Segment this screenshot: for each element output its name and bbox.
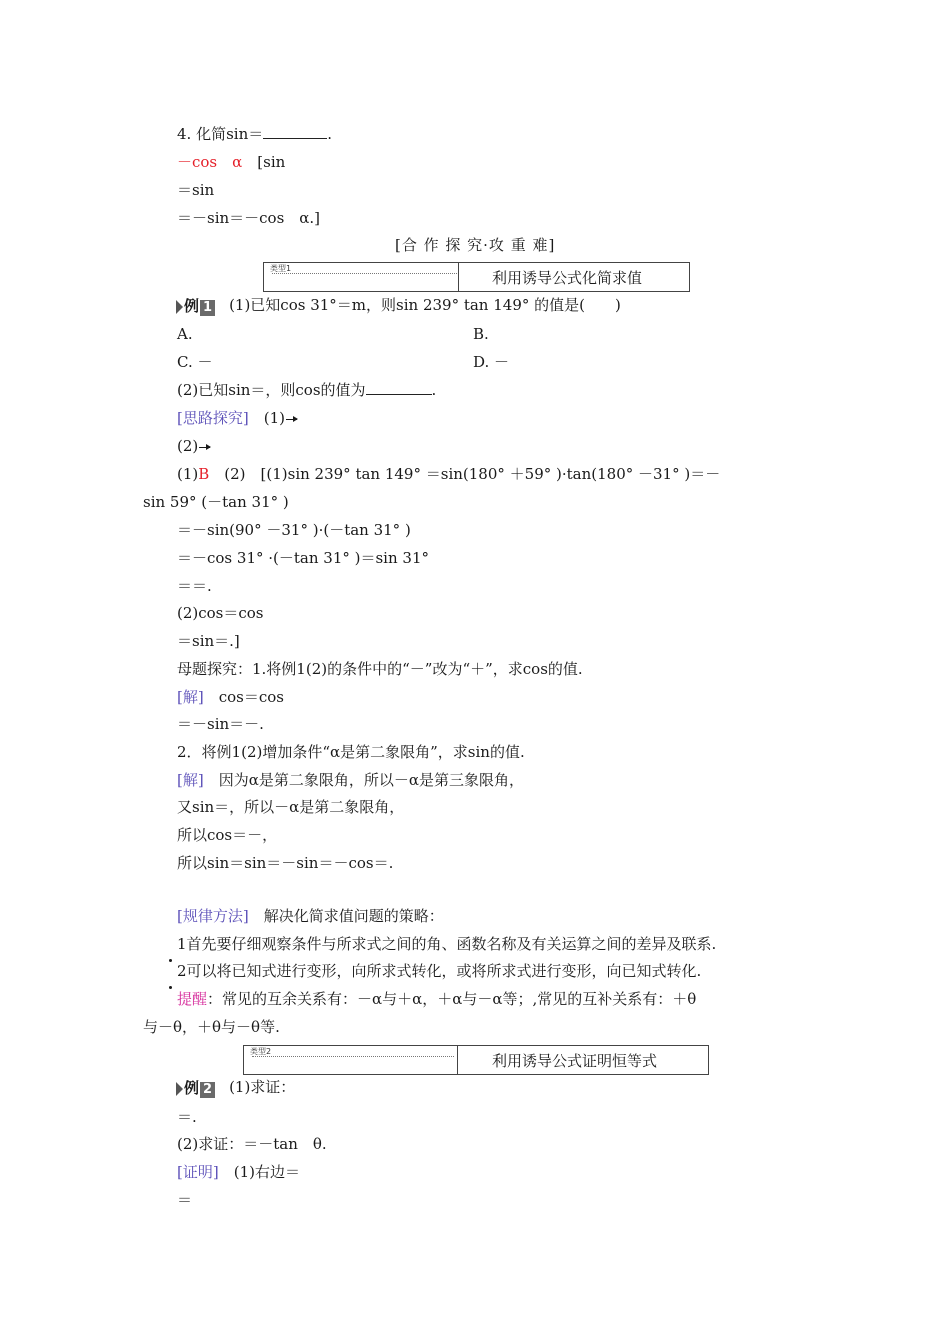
answer-4-line1: [177, 152, 285, 172]
example-1-q1-text: (1)已知cos 31°＝m，则sin 239° tan 149° 的值是( ): [229, 296, 621, 314]
question-4: [177, 124, 332, 144]
solution-line-7: ＝sin＝.]: [177, 632, 240, 650]
example-badge-word: 例: [184, 297, 200, 315]
solution-line-3: ＝－sin(90° －31° )·(－tan 31° ): [177, 521, 411, 539]
example-2-q2: (2)求证：＝－tan θ.: [177, 1135, 327, 1153]
example-1-q2: [177, 380, 436, 400]
mother-solution-2-line3: 所以cos＝－，: [177, 826, 278, 844]
mother-solution-1-line2: ＝－sin＝－.: [177, 715, 264, 733]
answer-blank: [366, 380, 432, 395]
solution-line-5: ＝＝.: [177, 577, 212, 595]
type-1-title: 利用诱导公式化简求值: [492, 269, 643, 287]
mother-problem-2: 2．将例1(2)增加条件“α是第二象限角”，求sin的值.: [177, 743, 525, 761]
mother-solution-1-text: cos＝cos: [203, 688, 284, 706]
solution-part-1: (1): [177, 465, 199, 483]
example-badge-number: 1: [200, 300, 215, 316]
type-2-divider: [457, 1046, 458, 1074]
type-1-dotted-line: [272, 273, 457, 274]
thinking-line-1: [177, 408, 297, 428]
mother-solution-2-line4: 所以sin＝sin＝－sin＝－cos＝.: [177, 854, 394, 872]
method-item-2-text: 2可以将已知式进行变形，向所求式转化，或将所求式进行变形，向已知式转化.: [177, 962, 702, 980]
solution-label: [解]: [177, 771, 204, 789]
option-b: B.: [473, 325, 489, 343]
arrow-right-icon: [286, 419, 297, 420]
answer-4-steps: [sin: [242, 153, 286, 171]
method-heading: [177, 906, 444, 926]
tip-line-1: [177, 989, 696, 1009]
section-header: [合 作 探 究·攻 重 难]: [395, 236, 556, 254]
tip-label: 提醒: [177, 990, 208, 1008]
method-item-1-text: 1首先要仔细观察条件与所求式之间的角、函数名称及有关运算之间的差异及联系.: [177, 935, 717, 953]
example-1-q2-text: (2)已知sin＝，则cos的值为: [177, 381, 366, 399]
thinking-step-2: (2): [177, 437, 199, 455]
solution-line-2: sin 59° (－tan 31° ): [143, 493, 289, 511]
answer-4-line3: ＝－sin＝－cos α.]: [177, 209, 321, 227]
solution-steps: (2) [(1)sin 239° tan 149° ＝sin(180° ＋59° )·tan(180° －31° )＝－: [209, 465, 721, 483]
example-2-badge: [176, 1078, 215, 1098]
example-badge-number: 2: [200, 1082, 215, 1098]
thinking-label: [思路探究]: [177, 409, 249, 427]
proof-line-1: [177, 1162, 300, 1182]
triangle-icon: [176, 1082, 183, 1096]
tip-text: ：常见的互余关系有：－α与＋α，＋α与－α等；,常见的互补关系有：＋θ: [207, 990, 697, 1008]
proof-text: (1)右边＝: [218, 1163, 300, 1181]
type-1-banner: [263, 262, 690, 292]
thinking-line-2: [177, 436, 210, 456]
method-item-1: [163, 934, 716, 954]
mother-solution-1: [177, 687, 284, 707]
type-2-dotted-line: [252, 1056, 454, 1057]
proof-line-2: ＝: [177, 1191, 193, 1209]
type-2-tag: 类型2: [250, 1047, 272, 1056]
type-2-title: 利用诱导公式证明恒等式: [492, 1052, 658, 1070]
arrow-right-icon: [199, 447, 210, 448]
proof-label: [证明]: [177, 1163, 219, 1181]
option-c: C. －: [177, 353, 213, 371]
mother-problem-1: 母题探究：1.将例1(2)的条件中的“－”改为“＋”，求cos的值.: [177, 660, 583, 678]
answer-blank: [263, 124, 327, 139]
triangle-icon: [176, 300, 183, 314]
example-2-question: [176, 1077, 295, 1098]
type-1-tag: 类型1: [270, 264, 292, 273]
tip-line-2: 与－θ，＋θ与－θ等.: [143, 1018, 280, 1036]
type-1-divider: [458, 263, 459, 291]
solution-line-6: (2)cos＝cos: [177, 604, 264, 622]
answer-4-line2: ＝sin: [177, 181, 215, 199]
question-4-end: .: [327, 125, 333, 143]
question-4-text: 4. 化简sin＝: [177, 125, 264, 143]
mother-solution-2-text: 因为α是第二象限角，所以－α是第三象限角，: [203, 771, 524, 789]
mother-solution-2: [177, 770, 524, 790]
example-1-badge: [176, 296, 215, 316]
solution-answer: B: [198, 465, 210, 483]
example-badge-word: 例: [184, 1079, 200, 1097]
answer-4-result: －cos α: [177, 153, 243, 171]
method-intro: 解决化简求值问题的策略：: [248, 907, 444, 925]
method-item-2: [163, 961, 701, 981]
solution-line-1: [177, 464, 720, 484]
example-2-q1-text: (1)求证：: [229, 1078, 296, 1096]
type-2-banner: [243, 1045, 709, 1075]
example-1-q2-end: .: [431, 381, 437, 399]
solution-label: [解]: [177, 688, 204, 706]
mother-solution-2-line2: 又sin＝，所以－α是第二象限角，: [177, 798, 405, 816]
solution-line-4: ＝－cos 31° ·(－tan 31° )＝sin 31°: [177, 549, 429, 567]
example-2-line2: ＝.: [177, 1108, 197, 1126]
method-label: [规律方法]: [177, 907, 249, 925]
example-1-question: [176, 295, 621, 316]
thinking-step-1: (1): [263, 409, 285, 427]
option-a: A.: [177, 325, 193, 343]
option-d: D. －: [473, 353, 510, 371]
